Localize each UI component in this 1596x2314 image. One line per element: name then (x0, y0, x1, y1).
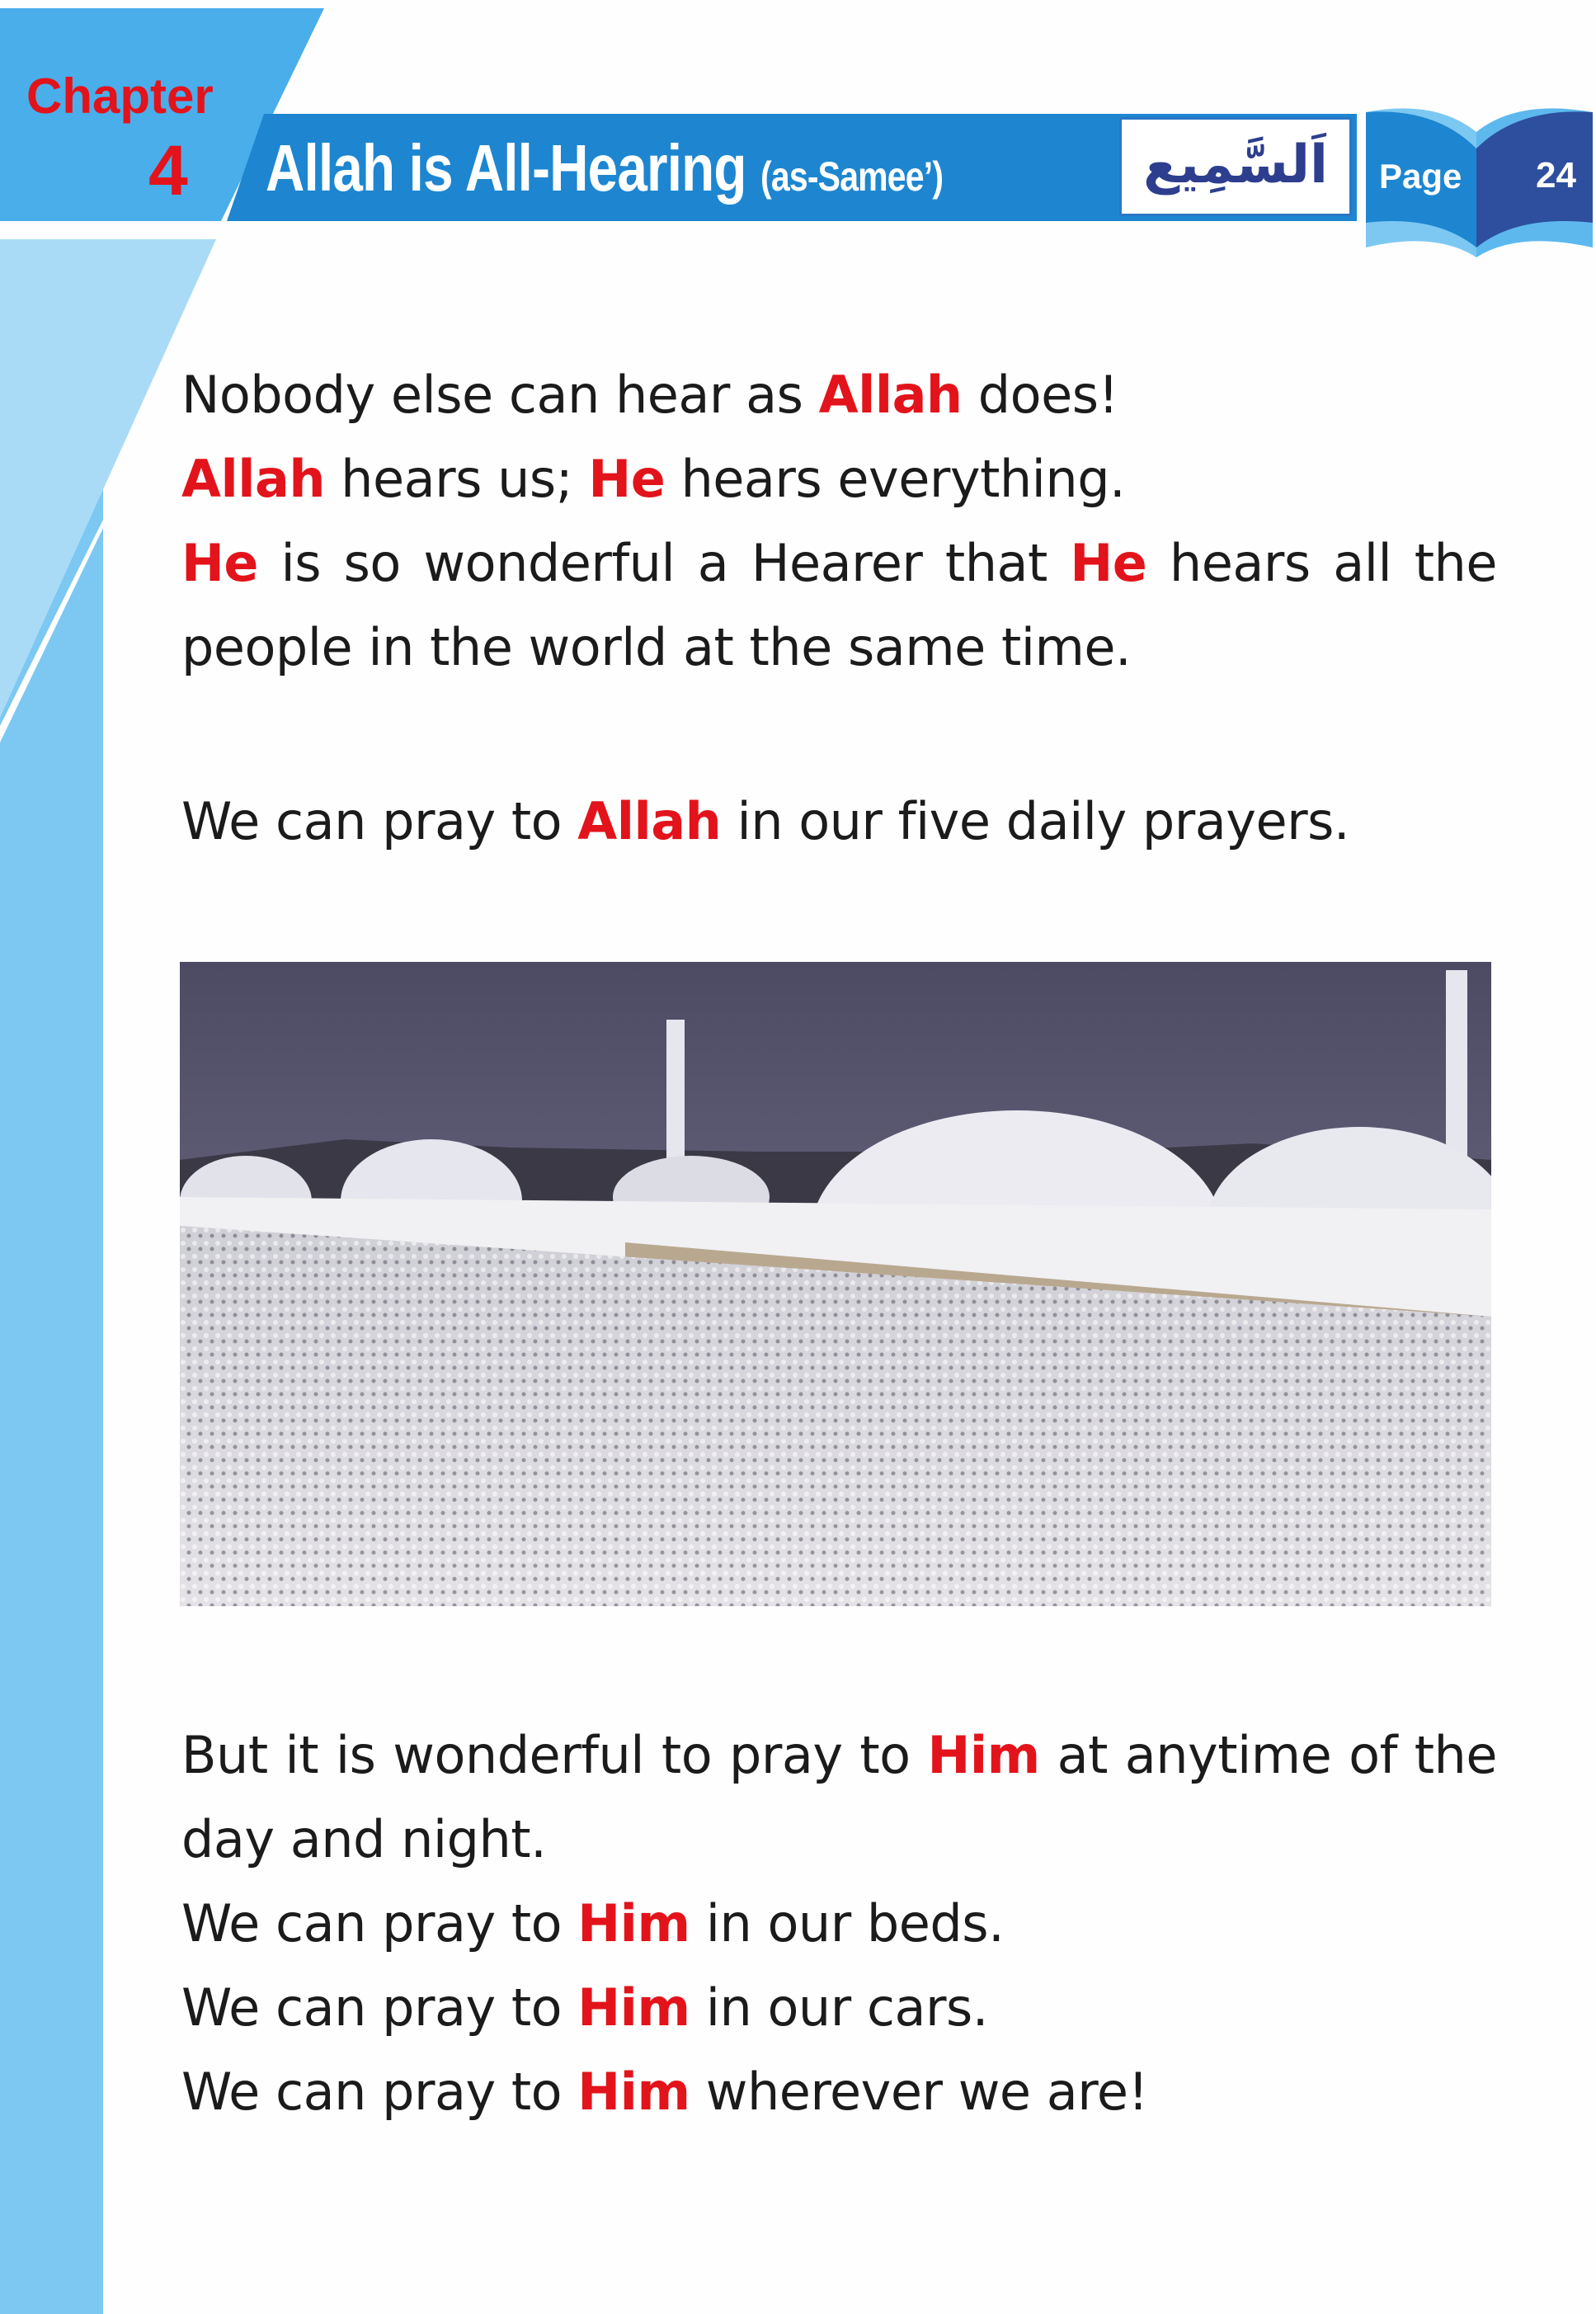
text-segment: hears us; (324, 449, 589, 509)
text-segment: But it is wonderful to pray to (181, 1725, 928, 1785)
paragraph-2 (181, 780, 1497, 864)
text-segment: in our cars. (690, 1977, 988, 2038)
text-segment: We can pray to (181, 1977, 578, 2038)
paragraph-1 (181, 353, 1497, 690)
chapter-number: 4 (148, 131, 188, 210)
text-line (181, 353, 1497, 437)
text-segment: Nobody else can hear as (181, 365, 819, 425)
text-line (181, 780, 1497, 864)
page-label: Page (1379, 157, 1462, 196)
highlighted-word: Allah (577, 791, 722, 851)
chapter-label: Chapter (26, 68, 214, 124)
text-line (181, 437, 1497, 521)
text-segment: We can pray to (181, 2062, 578, 2122)
text-segment: hears everything. (665, 449, 1126, 509)
text-segment: wherever we are! (690, 2062, 1148, 2122)
text-segment: We can pray to (181, 791, 578, 851)
text-segment: at anytime of the day and night. (181, 1725, 1497, 1869)
title-transliteration: (as-Samee’) (760, 153, 944, 200)
text-segment: does! (962, 365, 1118, 425)
highlighted-word: Him (577, 2062, 690, 2122)
text-line (181, 521, 1497, 690)
title-text: Allah is All-Hearing (266, 131, 746, 205)
text-segment: is so wonderful a Hearer that (257, 533, 1071, 593)
text-segment: hears all the people in the world at the same time. (181, 533, 1497, 677)
highlighted-word: He (181, 533, 258, 593)
text-line (181, 1882, 1497, 1966)
highlighted-word: Allah (818, 365, 963, 425)
text-line (181, 2050, 1497, 2134)
highlighted-word: Allah (181, 449, 325, 509)
highlighted-word: He (1070, 533, 1147, 593)
text-line (181, 1966, 1497, 2050)
highlighted-word: Him (577, 1893, 690, 1953)
text-segment: We can pray to (181, 1893, 578, 1953)
page-number: 24 (1536, 155, 1576, 196)
page-title (266, 130, 943, 206)
text-line (181, 1713, 1497, 1882)
highlighted-word: He (588, 449, 666, 509)
text-segment: in our beds. (690, 1893, 1005, 1953)
paragraph-3 (181, 1713, 1497, 2134)
arabic-name: اَلسَّمِيع (1119, 117, 1352, 216)
mosque-crowd-photo (180, 962, 1491, 1606)
highlighted-word: Him (927, 1725, 1040, 1785)
text-segment: in our five daily prayers. (721, 791, 1350, 851)
highlighted-word: Him (577, 1977, 690, 2038)
